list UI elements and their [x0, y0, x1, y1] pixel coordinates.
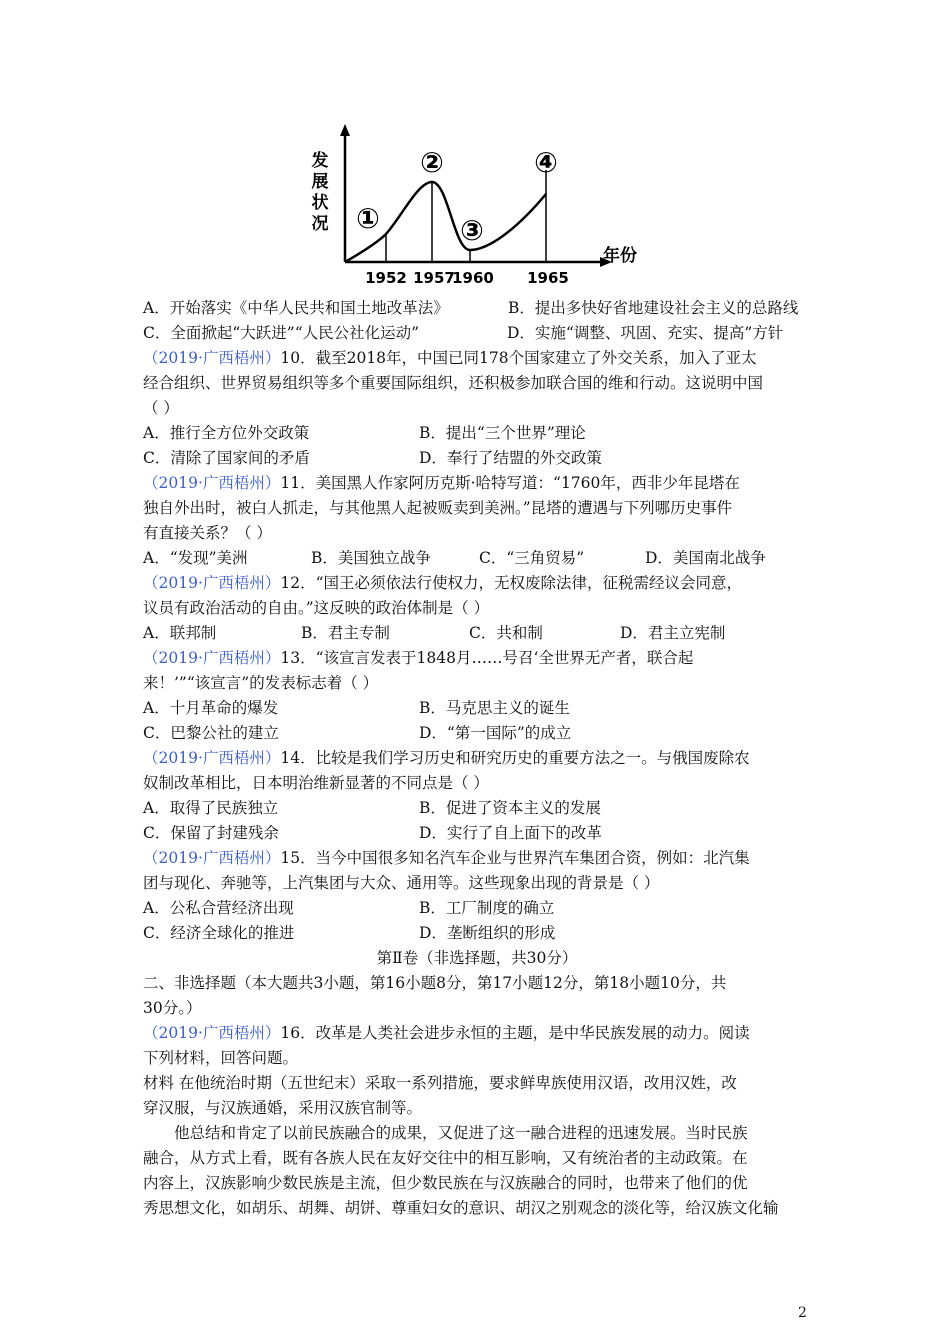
q11-stem-line: 有直接关系？（ ） [143, 524, 272, 542]
y-axis-label-char-3: 状 [311, 193, 329, 213]
q13-stem-line: （2019·广西梧州）13．“该宣言发表于1848月……号召‘全世界无产者，联合起 [143, 649, 694, 667]
q11-options-row [143, 546, 811, 571]
source-tag: （2019·广西梧州） [143, 749, 281, 767]
q12-stem-line: 议员有政治活动的自由。”这反映的政治体制是（ ） [143, 599, 490, 617]
stage-label-4: ④ [534, 146, 558, 179]
q9-option-b: B．提出多快好省地建设社会主义的总路线 [508, 299, 799, 317]
q13-stem-line: 来！’”“该宣言”的发表标志着（ ） [143, 674, 379, 692]
x-tick-label: 1952 [365, 269, 407, 287]
q12-stem-line: （2019·广西梧州）12．“国王必须依法行使权力，无权废除法律，征税需经议会同意， [143, 574, 743, 592]
q12-options-row [143, 621, 811, 646]
q14-stem-line: 奴制改革相比，日本明治维新显著的不同点是（ ） [143, 774, 489, 792]
q16-material-line: 穿汉服，与汉族通婚，采用汉族官制等。 [143, 1099, 423, 1117]
q14-options-row-2 [143, 821, 811, 846]
q10-options-row-2 [143, 446, 811, 471]
x-axis-label: 年份 [603, 246, 637, 266]
q14-option-c: C．保留了封建残余 [143, 824, 279, 842]
q11-option-a: A．“发现”美洲 [143, 549, 248, 567]
q14-option-b: B．促进了资本主义的发展 [419, 799, 601, 817]
q10-option-a: A．推行全方位外交政策 [143, 424, 310, 442]
q10-stem-line: （ ） [143, 399, 179, 417]
stage-label-3: ③ [460, 214, 484, 247]
x-tick-label: 1965 [527, 269, 569, 287]
q10-option-d: D．奉行了结盟的外交政策 [419, 449, 602, 467]
q12-option-a: A．联邦制 [143, 624, 217, 642]
q11-option-b: B．美国独立战争 [311, 549, 431, 567]
exam-content [143, 296, 811, 1221]
q9-option-d: D．实施“调整、巩固、充实、提高”方针 [507, 324, 784, 342]
q10-option-b: B．提出“三个世界”理论 [419, 424, 586, 442]
q9-options-row-2 [143, 321, 811, 346]
q16-stem-line: 下列材料，回答问题。 [143, 1049, 299, 1067]
q16-paragraph-line: 内容上，汉族影响少数民族是主流，但少数民族在与汉族融合的同时，也带来了他们的优 [143, 1174, 748, 1192]
y-axis-arrow [340, 124, 350, 136]
source-tag: （2019·广西梧州） [143, 349, 281, 367]
q15-option-c: C．经济全球化的推进 [143, 924, 295, 942]
q11-option-c: C．“三角贸易” [479, 549, 585, 567]
q9-options-row-1 [143, 296, 811, 321]
y-axis-label-char-2: 展 [311, 172, 329, 192]
q14-option-a: A．取得了民族独立 [143, 799, 279, 817]
q10-stem-line: （2019·广西梧州）10．截至2018年，中国已同178个国家建立了外交关系，加入了亚太 [143, 349, 757, 367]
q9-option-a: A．开始落实《中华人民共和国土地改革法》 [143, 299, 449, 317]
q15-option-d: D．垄断组织的形成 [419, 924, 556, 942]
source-tag: （2019·广西梧州） [143, 1024, 281, 1042]
q12-option-b: B．君主专制 [301, 624, 390, 642]
q13-option-a: A．十月革命的爆发 [143, 699, 279, 717]
q13-options-row-2 [143, 721, 811, 746]
q15-options-row-2 [143, 921, 811, 946]
q15-stem-line: （2019·广西梧州）15．当今中国很多知名汽车企业与世界汽车集团合资，例如：北汽集 [143, 849, 750, 867]
q14-options-row-1 [143, 796, 811, 821]
q10-option-c: C．清除了国家间的矛盾 [143, 449, 310, 467]
section2-heading-line: 30分。） [143, 999, 202, 1017]
stage-label-1: ① [356, 202, 380, 235]
source-tag: （2019·广西梧州） [143, 574, 281, 592]
q16-material-line: 材料 在他统治时期（五世纪末）采取一系列措施，要求鲜卑族使用汉语，改用汉姓，改 [143, 1074, 737, 1092]
x-tick-label: 1957 [413, 269, 455, 287]
q15-option-b: B．工厂制度的确立 [419, 899, 555, 917]
y-axis-label-char-1: 发 [311, 151, 329, 171]
q15-option-a: A．公私合营经济出现 [143, 899, 294, 917]
q16-paragraph-line: 融合，从方式上看，既有各族人民在友好交往中的相互影响，又有统治者的主动政策。在 [143, 1149, 748, 1167]
q14-stem-line: （2019·广西梧州）14．比较是我们学习历史和研究历史的重要方法之一。与俄国废除农 [143, 749, 750, 767]
q15-stem-line: 团与现化、奔驰等，上汽集团与大众、通用等。这些现象出现的背景是（ ） [143, 874, 660, 892]
source-tag: （2019·广西梧州） [143, 849, 281, 867]
section2-heading-line: 二、非选择题（本大题共3小题，第16小题8分，第17小题12分，第18小题10分，共 [143, 974, 727, 992]
q13-option-c: C．巴黎公社的建立 [143, 724, 279, 742]
q13-option-b: B．马克思主义的诞生 [419, 699, 570, 717]
q13-options-row-1 [143, 696, 811, 721]
q12-option-d: D．君主立宪制 [620, 624, 726, 642]
x-tick-label: 1960 [452, 269, 494, 287]
q16-stem-line: （2019·广西梧州）16．改革是人类社会进步永恒的主题，是中华民族发展的动力。阅读 [143, 1024, 750, 1042]
q9-option-c: C．全面掀起“大跃进”“人民公社化运动” [143, 324, 420, 342]
development-line-chart [310, 122, 640, 290]
q15-options-row-1 [143, 896, 811, 921]
q14-option-d: D．实行了自上面下的改革 [419, 824, 602, 842]
page-number: 2 [798, 1305, 807, 1321]
q11-option-d: D．美国南北战争 [645, 549, 766, 567]
source-tag: （2019·广西梧州） [143, 649, 281, 667]
source-tag: （2019·广西梧州） [143, 474, 281, 492]
q11-stem-line: 独自外出时，被白人抓走，与其他黑人起被贩卖到美洲。”昆塔的遭遇与下列哪历史事件 [143, 499, 733, 517]
q16-paragraph-line: 秀思想文化，如胡乐、胡舞、胡饼、尊重妇女的意识、胡汉之别观念的淡化等，给汉族文化输 [143, 1199, 779, 1217]
q12-option-c: C．共和制 [469, 624, 543, 642]
q16-paragraph-line: 他总结和肯定了以前民族融合的成果，又促进了这一融合进程的迅速发展。当时民族 [174, 1124, 748, 1142]
q10-stem-line: 经合组织、世界贸易组织等多个重要国际组织，还积极参加联合国的维和行动。这说明中国 [143, 374, 764, 392]
y-axis-label-char-4: 况 [311, 214, 329, 234]
stage-label-2: ② [420, 146, 444, 179]
part2-title: 第Ⅱ卷（非选择题，共30分） [376, 949, 578, 967]
q11-stem-line: （2019·广西梧州）11．美国黑人作家阿历克斯·哈特写道：“1760年，西非少年昆塔在 [143, 474, 740, 492]
q13-option-d: D．“第一国际”的成立 [419, 724, 572, 742]
q10-options-row-1 [143, 421, 811, 446]
